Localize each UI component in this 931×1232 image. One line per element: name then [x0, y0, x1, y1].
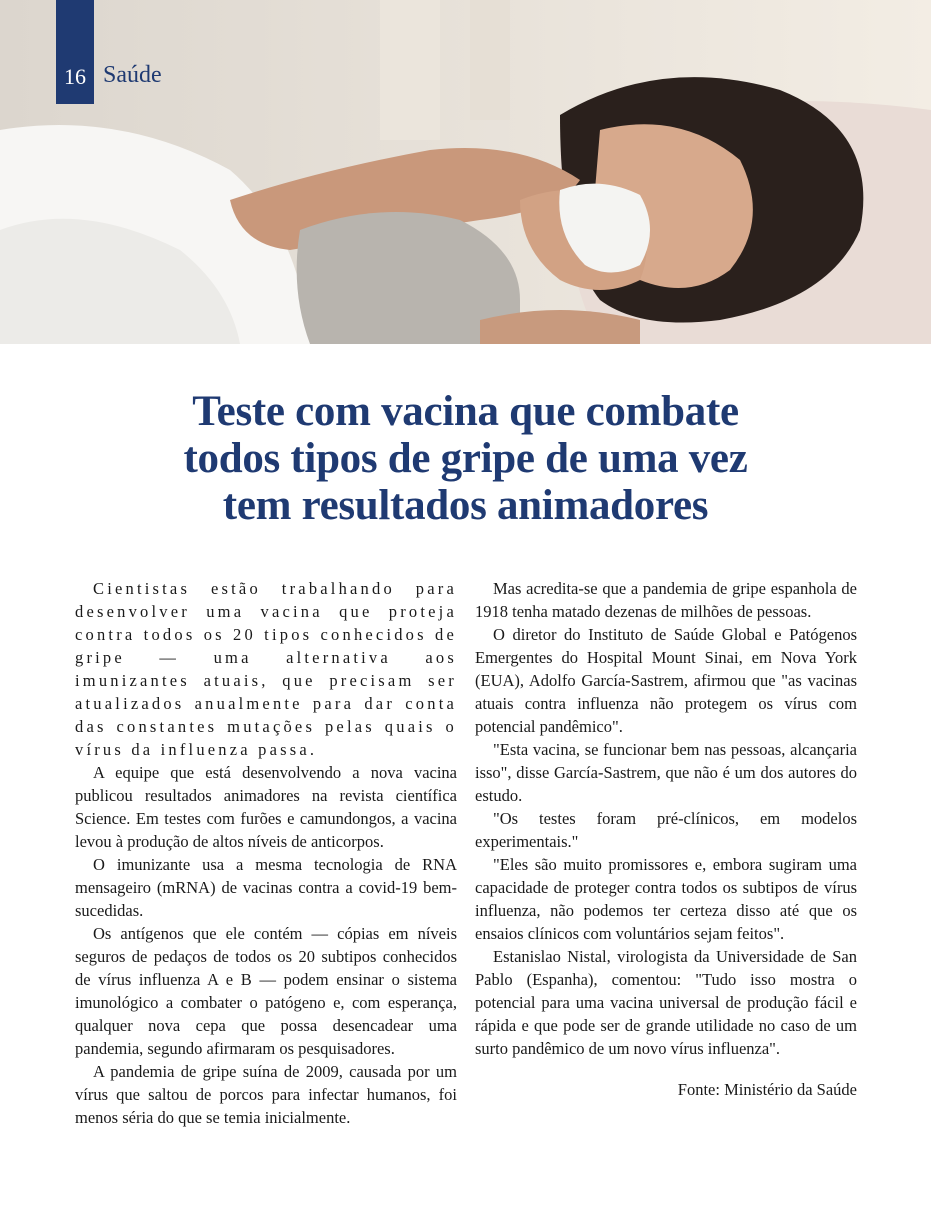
right-column	[475, 577, 857, 1101]
paragraph: A pandemia de gripe suína de 2009, causada por um vírus que saltou de porcos para infectar humanos, foi menos séria do que se temia inicialmente.	[75, 1062, 457, 1127]
paragraph: A equipe que está desenvolvendo a nova vacina publicou resultados animadores na revista científica Science. Em testes com furões e camundongos, a vacina levou à produção de altos níveis de anticorpos.	[75, 763, 457, 851]
paragraph: O imunizante usa a mesma tecnologia de RNA mensageiro (mRNA) de vacinas contra a covid-19 bem-sucedidas.	[75, 855, 457, 920]
paragraph: Cientistas estão trabalhando para desenvolver uma vacina que proteja contra todos os 20 tipos conhecidos de gripe — uma alternativa aos imunizantes atuais, que precisam ser atualizados anualmente para dar conta das constantes mutações pelas quais o vírus da influenza passa.	[75, 579, 457, 759]
title-line: tem resultados animadores	[222, 482, 709, 529]
section-label: Saúde	[103, 62, 162, 88]
paragraph: O diretor do Instituto de Saúde Global e Patógenos Emergentes do Hospital Mount Sinai, em Nova York (EUA), Adolfo García-Sastrem, afirmou que "as vacinas atuais contra influenza não protegem os vírus com potencial pandêmico".	[475, 625, 857, 736]
page-number: 16	[56, 0, 94, 104]
paragraph: "Esta vacina, se funcionar bem nas pessoas, alcançaria isso", disse García-Sastrem, que não é um dos autores do estudo.	[475, 740, 857, 805]
source-credit: Fonte: Ministério da Saúde	[677, 1080, 857, 1099]
woman-with-flu-illustration	[0, 0, 931, 344]
paragraph: "Os testes foram pré-clínicos, em modelos experimentais."	[475, 809, 857, 851]
paragraph: Mas acredita-se que a pandemia de gripe espanhola de 1918 tenha matado dezenas de milhões de pessoas.	[475, 579, 857, 621]
hero-photo	[0, 0, 931, 344]
left-column	[75, 577, 457, 1129]
paragraph: Os antígenos que ele contém — cópias em níveis seguros de pedaços de todos os 20 subtipos conhecidos de vírus influenza A e B — podem ensinar o sistema imunológico a combater o patógeno e, com esperança, qualquer nova cepa que possa desencadear uma pandemia, segundo afirmaram os pesquisadores.	[75, 924, 457, 1058]
paragraph: "Eles são muito promissores e, embora sugiram uma capacidade de proteger contra todos os subtipos de vírus influenza, não podemos ter certeza disso até que os ensaios clínicos com voluntários sejam feitos".	[475, 855, 857, 943]
title-line: Teste com vacina que combate	[192, 388, 739, 435]
paragraph: Estanislao Nistal, virologista da Universidade de San Pablo (Espanha), comentou: "Tudo isso mostra o potencial para uma vacina universal de produção fácil e rápida e que pode ser de grande utilidade no caso de um surto pandêmico de um novo vírus influenza".	[475, 947, 857, 1058]
title-line: todos tipos de gripe de uma vez	[183, 435, 748, 482]
article-title	[100, 388, 831, 529]
